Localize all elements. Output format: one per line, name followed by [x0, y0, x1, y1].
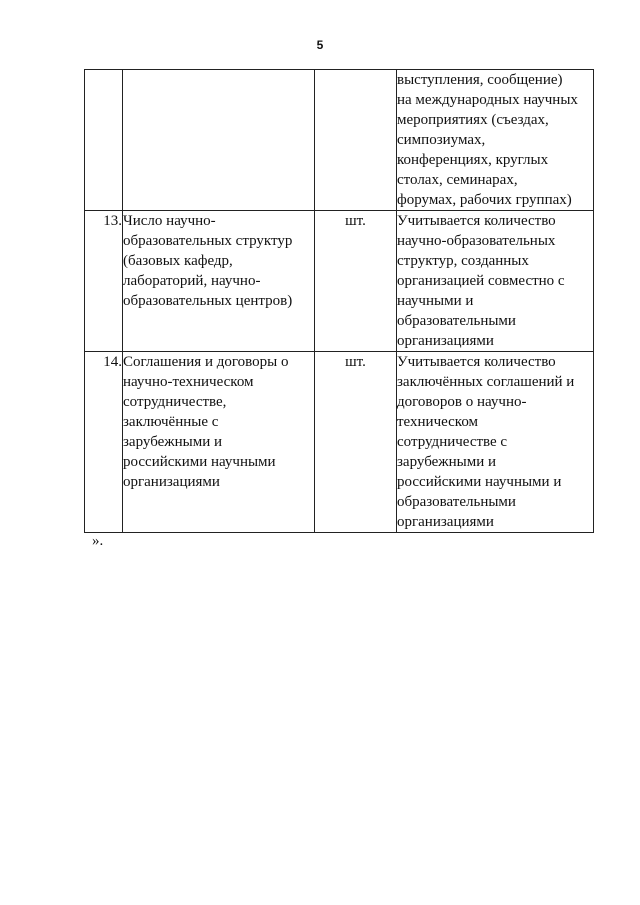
description-line: мероприятиях (съездах,: [397, 112, 549, 128]
description-line: научными и: [397, 293, 474, 309]
description-line: на международных научных: [397, 92, 578, 108]
description-line: структур, созданных: [397, 253, 529, 269]
name-line: российскими научными: [123, 454, 276, 470]
cell-description: [397, 211, 594, 352]
name-line: сотрудничестве,: [123, 394, 227, 410]
cell-unit: [315, 70, 397, 211]
table-row: [85, 211, 594, 352]
name-line: организациями: [123, 474, 220, 490]
name-line: (базовых кафедр,: [123, 253, 233, 269]
description-line: организациями: [397, 333, 494, 349]
description-line: образовательными: [397, 494, 516, 510]
table-row: [85, 352, 594, 533]
description-line: организацией совместно с: [397, 273, 565, 289]
cell-unit: шт.: [315, 211, 397, 352]
cell-number: 14.: [85, 352, 123, 533]
cell-indicator-name: [123, 70, 315, 211]
page-number: 5: [316, 38, 324, 52]
description-line: российскими научными и: [397, 474, 562, 490]
description-line: выступления, сообщение): [397, 72, 563, 88]
name-line: образовательных центров): [123, 293, 293, 309]
closing-quote: ».: [92, 533, 104, 549]
description-line: Учитывается количество: [397, 354, 556, 370]
cell-number: [85, 70, 123, 211]
name-line: научно-техническом: [123, 374, 254, 390]
description-line: организациями: [397, 514, 494, 530]
cell-description: [397, 70, 594, 211]
cell-indicator-name: [123, 211, 315, 352]
cell-number: 13.: [85, 211, 123, 352]
description-line: образовательными: [397, 313, 516, 329]
description-line: форумах, рабочих группах): [397, 192, 572, 208]
description-line: столах, семинарах,: [397, 172, 518, 188]
description-line: заключённых соглашений и: [397, 374, 575, 390]
name-line: заключённые с: [123, 414, 219, 430]
description-line: зарубежными и: [397, 454, 497, 470]
description-line: Учитывается количество: [397, 213, 556, 229]
description-line: симпозиумах,: [397, 132, 486, 148]
cell-unit: шт.: [315, 352, 397, 533]
indicator-table: [84, 69, 594, 533]
description-line: техническом: [397, 414, 479, 430]
description-line: конференциях, круглых: [397, 152, 549, 168]
cell-indicator-name: [123, 352, 315, 533]
name-line: Соглашения и договоры о: [123, 354, 289, 370]
name-line: лабораторий, научно-: [123, 273, 261, 289]
cell-description: [397, 352, 594, 533]
description-line: сотрудничестве с: [397, 434, 508, 450]
name-line: зарубежными и: [123, 434, 223, 450]
name-line: Число научно-: [123, 213, 216, 229]
description-line: научно-образовательных: [397, 233, 556, 249]
table-row-continuation: [85, 70, 594, 211]
name-line: образовательных структур: [123, 233, 293, 249]
description-line: договоров о научно-: [397, 394, 527, 410]
